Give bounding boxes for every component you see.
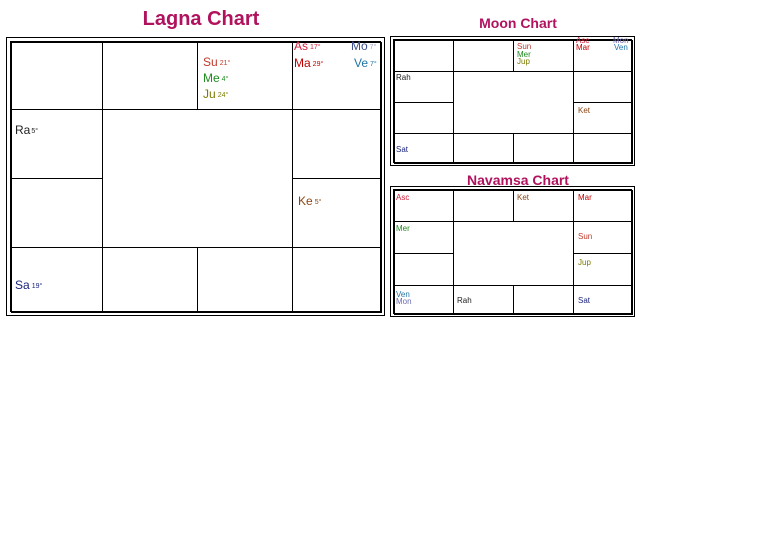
lagna-venus [354, 57, 377, 69]
lagna-mercury [203, 72, 228, 84]
lagna-moon-name: Mo [351, 39, 368, 53]
lagna-moon-degree: 7° [369, 44, 377, 51]
navamsa-mars: Mar [578, 193, 592, 202]
navamsa-house-7 [513, 285, 574, 315]
navamsa-moon: Mon [396, 297, 412, 306]
moon-sun: Sun [517, 42, 532, 51]
lagna-mars [294, 57, 323, 69]
navamsa-venus: Ven [396, 290, 410, 299]
moon-chart-grid [393, 36, 632, 163]
lagna-mars-name: Ma [294, 56, 311, 70]
lagna-saturn-degree: 19° [31, 283, 43, 290]
lagna-moon [351, 40, 376, 52]
lagna-venus-degree: 7° [370, 61, 377, 68]
lagna-ketu [298, 195, 321, 207]
lagna-ketu-name: Ke [298, 194, 313, 208]
moon-house-4 [573, 71, 633, 103]
moon-mercury: Mer [517, 50, 531, 59]
lagna-jupiter-name: Ju [203, 87, 216, 101]
lagna-jupiter-degree: 24° [217, 92, 229, 99]
moon-jupiter: Jup [517, 57, 530, 66]
lagna-rahu [15, 124, 38, 136]
navamsa-chart [390, 186, 635, 317]
moon-moon: Mon [613, 36, 629, 45]
navamsa-chart-title: Navamsa Chart [467, 172, 569, 188]
navamsa-mercury: Mer [396, 224, 410, 233]
lagna-rahu-name: Ra [15, 123, 31, 137]
lagna-house-10 [11, 178, 103, 248]
moon-mars: Mar [576, 43, 590, 52]
lagna-ascendant-degree: 17° [310, 44, 321, 51]
lagna-ascendant-name: As [294, 39, 309, 53]
moon-house-7 [513, 133, 574, 164]
lagna-rahu-degree: 5° [31, 128, 39, 135]
lagna-chart-grid [10, 41, 381, 312]
lagna-house-8 [102, 247, 198, 313]
moon-saturn: Sat [396, 145, 409, 154]
lagna-sun [203, 56, 230, 68]
navamsa-saturn: Sat [578, 296, 591, 305]
lagna-house-7 [197, 247, 293, 313]
lagna-ketu-degree: 5° [314, 199, 322, 206]
navamsa-jupiter: Jup [578, 258, 591, 267]
navamsa-sun: Sun [578, 232, 593, 241]
moon-house-6 [573, 133, 633, 164]
lagna-chart [6, 37, 385, 316]
moon-rahu: Rah [396, 73, 411, 82]
lagna-mercury-degree: 4° [221, 76, 229, 83]
lagna-mercury-name: Me [203, 71, 220, 85]
lagna-house-4 [292, 109, 382, 179]
navamsa-ketu: Ket [517, 193, 530, 202]
moon-house-1 [453, 40, 514, 72]
lagna-chart-title: Lagna Chart [142, 8, 260, 30]
lagna-sun-name: Su [203, 55, 218, 69]
lagna-house-11 [11, 109, 103, 179]
lagna-ascendant [294, 40, 321, 52]
lagna-saturn [15, 279, 42, 291]
lagna-center [102, 109, 293, 248]
navamsa-house-1 [453, 190, 514, 222]
navamsa-center [453, 221, 574, 286]
moon-house-12 [394, 40, 454, 72]
lagna-house-5 [292, 178, 382, 248]
lagna-venus-name: Ve [354, 56, 369, 70]
lagna-jupiter [203, 88, 228, 100]
navamsa-chart-grid [393, 189, 632, 314]
navamsa-ascendant: Asc [396, 193, 410, 202]
lagna-house-1 [102, 42, 198, 110]
moon-house-8 [453, 133, 514, 164]
navamsa-house-10 [394, 253, 454, 286]
moon-house-10 [394, 102, 454, 134]
moon-ketu: Ket [578, 106, 591, 115]
moon-center [453, 71, 574, 134]
lagna-house-6 [292, 247, 382, 313]
lagna-sun-degree: 21° [219, 60, 231, 67]
moon-chart [390, 36, 635, 166]
lagna-house-12 [11, 42, 103, 110]
moon-ascendant: Asc [576, 36, 590, 45]
lagna-mars-degree: 29° [312, 61, 324, 68]
moon-venus: Ven [614, 43, 628, 52]
navamsa-rahu: Rah [457, 296, 472, 305]
lagna-saturn-name: Sa [15, 278, 30, 292]
moon-chart-title: Moon Chart [479, 15, 557, 31]
